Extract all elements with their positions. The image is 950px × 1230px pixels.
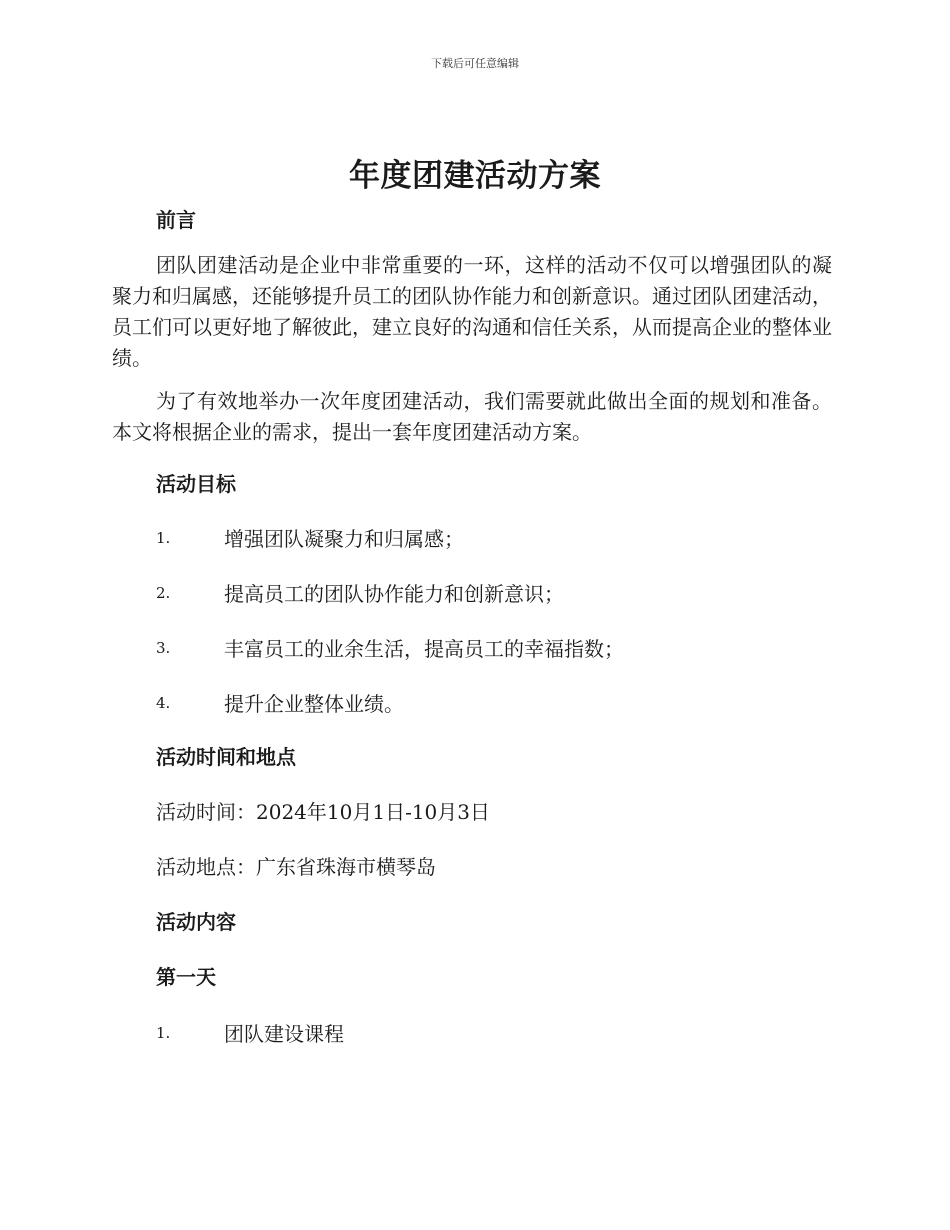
list-text: 丰富员工的业余生活，提高员工的幸福指数；	[224, 637, 624, 661]
list-number: 1.	[156, 528, 171, 547]
document-title: 年度团建活动方案	[349, 158, 601, 194]
time-place-heading: 活动时间和地点	[156, 745, 296, 769]
list-number: 4.	[156, 693, 171, 712]
list-number: 1.	[156, 1023, 171, 1042]
goals-heading: 活动目标	[156, 472, 236, 496]
day1-heading: 第一天	[156, 965, 216, 989]
content-heading: 活动内容	[156, 910, 236, 934]
goals-list	[112, 510, 832, 730]
list-item	[112, 565, 832, 620]
day1-list	[112, 1005, 832, 1060]
header-note: 下载后可任意编辑	[431, 57, 519, 70]
list-text: 团队建设课程	[224, 1022, 344, 1046]
list-text: 增强团队凝聚力和归属感；	[224, 527, 464, 551]
list-item	[112, 510, 832, 565]
preface-paragraph-2: 为了有效地举办一次年度团建活动，我们需要就此做出全面的规划和准备。本文将根据企业的需求，提出一套年度团建活动方案。	[112, 389, 832, 444]
list-text: 提升企业整体业绩。	[224, 692, 404, 716]
list-item	[112, 1005, 832, 1060]
list-text: 提高员工的团队协作能力和创新意识；	[224, 582, 564, 606]
list-item	[112, 620, 832, 675]
document-body	[112, 200, 832, 1060]
activity-place: 活动地点：广东省珠海市横琴岛	[156, 855, 436, 879]
preface-paragraph-1: 团队团建活动是企业中非常重要的一环，这样的活动不仅可以增强团队的凝聚力和归属感，还能够提升员工的团队协作能力和创新意识。通过团队团建活动，员工们可以更好地了解彼此，建立良好的沟通和信任关系，从而提高企业的整体业绩。	[112, 253, 832, 370]
list-number: 3.	[156, 638, 171, 657]
list-item	[112, 675, 832, 730]
list-number: 2.	[156, 583, 171, 602]
preface-heading: 前言	[156, 208, 196, 232]
activity-time: 活动时间：2024年10月1日-10月3日	[156, 800, 491, 824]
